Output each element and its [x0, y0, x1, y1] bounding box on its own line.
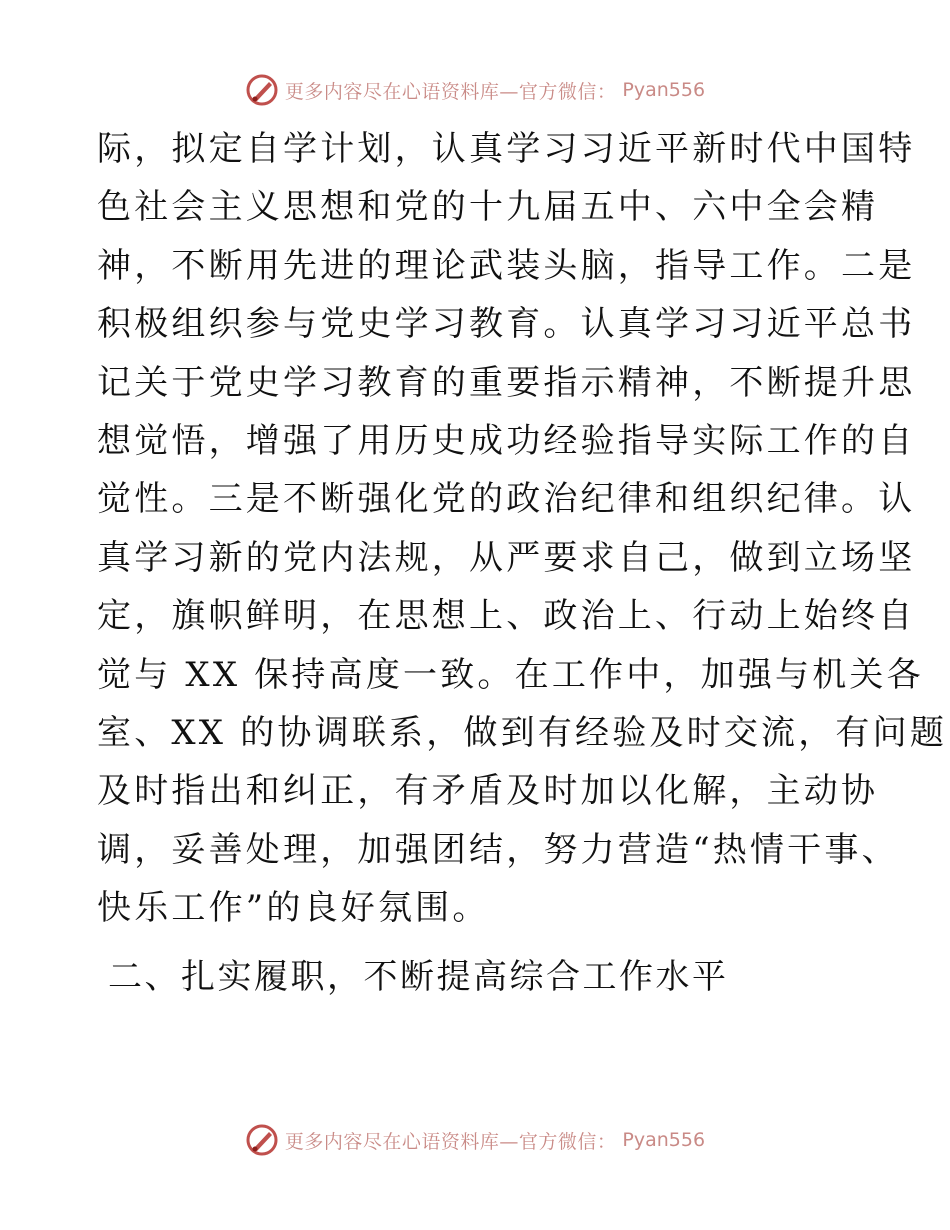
- body-line: 色社会主义思想和党的十九届五中、六中全会精: [97, 187, 879, 228]
- body-line: 室、XX 的协调联系，做到有经验及时交流，有问题: [97, 712, 948, 753]
- body-line: 及时指出和纠正，有矛盾及时加以化解，主动协: [97, 771, 879, 812]
- header-watermark: [0, 70, 950, 110]
- section-heading: 二、扎实履职，不断提高综合工作水平: [108, 957, 729, 997]
- body-line: 积极组织参与党史学习教育。认真学习习近平总书: [97, 304, 916, 345]
- body-line: 觉性。三是不断强化党的政治纪律和组织纪律。认: [97, 479, 916, 520]
- footer-watermark: [0, 1120, 950, 1160]
- body-line: 际，拟定自学计划，认真学习习近平新时代中国特: [97, 129, 916, 169]
- watermark-text: 更多内容尽在心语资料库—官方微信：: [284, 1130, 617, 1153]
- body-line: 觉与 XX 保持高度一致。在工作中，加强与机关各: [97, 654, 924, 695]
- body-line: 真学习新的党内法规，从严要求自己，做到立场坚: [97, 537, 916, 578]
- body-line: 记关于党史学习教育的重要指示精神，不断提升思: [97, 362, 916, 403]
- body-line: 快乐工作”的良好氛围。: [97, 888, 490, 929]
- body-line: 想觉悟，增强了用历史成功经验指导实际工作的自: [97, 420, 916, 461]
- document-body: [97, 120, 948, 937]
- watermark-wechat-id: Pyan556: [622, 1129, 706, 1151]
- watermark-wechat-id: Pyan556: [622, 79, 706, 101]
- body-line: 定，旗帜鲜明，在思想上、政治上、行动上始终自: [97, 596, 916, 637]
- body-line: 神，不断用先进的理论武装头脑，指导工作。二是: [97, 245, 916, 286]
- pen-logo-icon: [245, 1123, 279, 1157]
- pen-logo-icon: [245, 73, 279, 107]
- body-line: 调，妥善处理，加强团结，努力营造“热情干事、: [97, 829, 899, 870]
- watermark-text: 更多内容尽在心语资料库—官方微信：: [284, 80, 617, 103]
